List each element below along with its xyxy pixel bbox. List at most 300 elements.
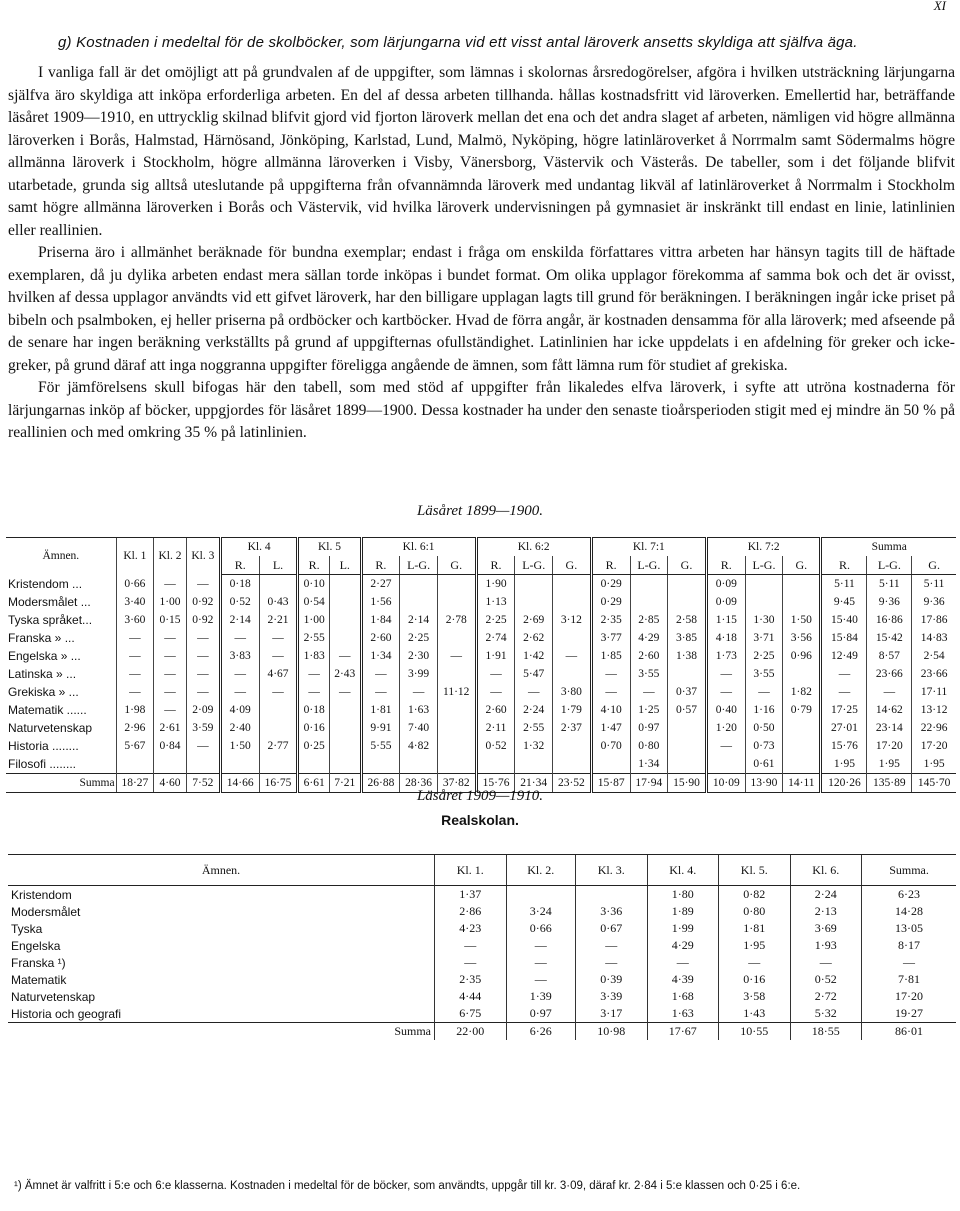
sum-cell: 145·70: [912, 774, 956, 793]
table-cell: 13·05: [862, 920, 956, 937]
table-cell: 2·09: [186, 701, 220, 719]
table-cell: 2·37: [552, 719, 591, 737]
table-cell: 17·11: [912, 683, 956, 701]
column-subheader: L-G.: [867, 556, 912, 575]
table-cell: [591, 755, 630, 774]
table2-subtitle: Realskolan.: [441, 812, 519, 828]
table-cell: 3·58: [719, 988, 791, 1005]
table-cell: 9·45: [821, 593, 867, 611]
table-cell: 17·25: [821, 701, 867, 719]
table-cell: [437, 575, 476, 594]
table-cell: 0·52: [476, 737, 515, 755]
column-subheader: R.: [706, 556, 745, 575]
column-group-header: Kl. 7:1: [591, 538, 706, 557]
table-cell: 1·50: [220, 737, 259, 755]
table-cell: 22·96: [912, 719, 956, 737]
table-cell: 9·36: [867, 593, 912, 611]
table-cell: 2·14: [400, 611, 438, 629]
table-cell: [259, 701, 298, 719]
table-cell: [476, 755, 515, 774]
table-cell: 7·40: [400, 719, 438, 737]
table-cell: 1·98: [116, 701, 154, 719]
table-cell: [329, 755, 361, 774]
column-header: Kl. 4.: [647, 855, 719, 886]
column-header: Kl. 3.: [576, 855, 648, 886]
table-cell: —: [591, 665, 630, 683]
table-cell: 1·00: [298, 611, 330, 629]
sum-label: Summa: [8, 1023, 435, 1041]
table-cell: —: [591, 683, 630, 701]
table-cell: 2·30: [400, 647, 438, 665]
table-cell: 2·25: [476, 611, 515, 629]
table1-title: Läsåret 1899—1900.: [416, 503, 544, 519]
table-cell: 17·86: [912, 611, 956, 629]
paragraph: I vanliga fall är det omöjligt att på grundvalen af de uppgifter, som lämnas i skolornas årsredogörelser, afgöra i hvilken utsträckning lärjungarna själfva äro skyldiga att inköpa erforderliga arbeten. En del af dessa arbeten tillhanda. hållas kostnadsfritt vid läroverken. Emellertid har, beträffande läsåret 1909—1910, en uttrycklig skilnad blifvit gjord vid fjorton läroverk mellan det ena och det andra slaget af arbeten, nämligen vid högre allmänna läroverken i Borås, Halmstad, Härnösand, Jönköping, Karlstad, Lund, Malmö, Nyköping, högre latinläroverket å Norrmalm samt Södermalms högre allmänna läroverk i Stockholm, högre allmänna läroverken i Visby, Vänersborg, Västervik och Västerås. De tabeller, som i det följande blifvit utarbetade, grunda sig alltså uteslutande på uppgifterna från ofvannämnda läroverk med undantag likväl af latinläroverket å Norrmalm i Stockholm samt högre allmänna läroverken i Borås och Västervik, vid hvilka läroverk undervisningen på gymnasiet är inskränkt till endast en linie, latinlinien eller reallinien.: [8, 64, 955, 239]
table-cell: [186, 755, 220, 774]
table-cell: [437, 629, 476, 647]
table-cell: [437, 665, 476, 683]
column-subheader: R.: [220, 556, 259, 575]
column-subheader: R.: [591, 556, 630, 575]
sum-label: Summa: [6, 774, 116, 793]
table-cell: —: [435, 954, 507, 971]
table-cell: 2·43: [329, 665, 361, 683]
table-cell: 2·60: [630, 647, 668, 665]
table-row: [6, 755, 956, 774]
table-cell: 1·39: [506, 988, 575, 1005]
table-cell: [437, 719, 476, 737]
table-cell: 1·34: [361, 647, 400, 665]
table-cell: 0·67: [576, 920, 648, 937]
table-cell: —: [186, 647, 220, 665]
table-cell: [630, 593, 668, 611]
table-row: [6, 665, 956, 683]
table-cell: —: [719, 954, 791, 971]
table-cell: 2·11: [476, 719, 515, 737]
table-cell: [259, 755, 298, 774]
table-cell: 23·66: [867, 665, 912, 683]
row-label: Latinska » ...: [8, 667, 77, 681]
column-subheader: R.: [821, 556, 867, 575]
table-cell: —: [437, 647, 476, 665]
table-cell: 2·24: [790, 886, 862, 904]
row-label: Engelska: [11, 938, 61, 953]
table-cell: 2·54: [912, 647, 956, 665]
table-cell: 1·85: [591, 647, 630, 665]
column-group-header: Kl. 7:2: [706, 538, 821, 557]
table-cell: [630, 575, 668, 594]
row-label: Franska » ...: [8, 631, 75, 645]
sum-cell: 15·90: [668, 774, 707, 793]
table-cell: —: [186, 683, 220, 701]
table-cell: [668, 737, 707, 755]
column-subheader: L-G.: [630, 556, 668, 575]
column-header: Kl. 2: [154, 538, 187, 575]
table-cell: 0·54: [298, 593, 330, 611]
table-cell: [668, 593, 707, 611]
table-cell: 0·18: [298, 701, 330, 719]
table-cell: [668, 755, 707, 774]
table-cell: 0·80: [719, 903, 791, 920]
table-cell: 1·50: [783, 611, 821, 629]
table-cell: [437, 755, 476, 774]
table-cell: 3·17: [576, 1005, 648, 1023]
table-cell: 3·60: [116, 611, 154, 629]
table-cell: —: [821, 665, 867, 683]
sum-row: [8, 1023, 956, 1041]
table-cell: 19·27: [862, 1005, 956, 1023]
paragraph: För jämförelsens skull bifogas här den tabell, som med stöd af uppgifter från likaledes elfva läroverk, i syfte att utröna kostnaderna för lärjungarnas inköp af böcker, uppgjordes för läsåret 1899—1900. Dessa kostnader ha under den senaste tioårsperioden stigit med ej mindre än 50 % på reallinien och med omkring 35 % på latinlinien.: [8, 379, 955, 441]
sum-cell: 120·26: [821, 774, 867, 793]
sum-cell: 23·52: [552, 774, 591, 793]
table-cell: 1·79: [552, 701, 591, 719]
sum-cell: 10·09: [706, 774, 745, 793]
table-cell: —: [154, 701, 187, 719]
column-header: Kl. 3: [186, 538, 220, 575]
table-cell: 2·13: [790, 903, 862, 920]
column-group-header: Kl. 5: [298, 538, 361, 557]
table-cell: [259, 719, 298, 737]
table-cell: 23·14: [867, 719, 912, 737]
table-cell: 4·09: [220, 701, 259, 719]
table-cell: 0·92: [186, 611, 220, 629]
table-cell: 3·12: [552, 611, 591, 629]
table-cell: —: [506, 937, 575, 954]
table-cell: 1·91: [476, 647, 515, 665]
column-group-header: Summa: [821, 538, 956, 557]
table-cell: 1·56: [361, 593, 400, 611]
table-cell: —: [259, 683, 298, 701]
sum-cell: 10·55: [719, 1023, 791, 1041]
column-subheader: L-G.: [745, 556, 783, 575]
table-cell: 3·83: [220, 647, 259, 665]
table-cell: 2·58: [668, 611, 707, 629]
sum-cell: 4·60: [154, 774, 187, 793]
table-cell: 0·50: [745, 719, 783, 737]
table-cell: 0·25: [298, 737, 330, 755]
table-cell: 1·20: [706, 719, 745, 737]
table-cell: —: [186, 575, 220, 594]
table-cell: 16·86: [867, 611, 912, 629]
table-cell: 1·95: [719, 937, 791, 954]
table-cell: [515, 593, 553, 611]
table-cell: 0·40: [706, 701, 745, 719]
table-cell: —: [259, 629, 298, 647]
table-cell: [706, 755, 745, 774]
sum-cell: 7·21: [329, 774, 361, 793]
column-subheader: G.: [437, 556, 476, 575]
table-cell: 0·09: [706, 593, 745, 611]
column-subheader: L.: [259, 556, 298, 575]
table-cell: —: [506, 954, 575, 971]
sum-cell: 17·67: [647, 1023, 719, 1041]
table-cell: 0·10: [298, 575, 330, 594]
table-cell: 1·73: [706, 647, 745, 665]
table-cell: [220, 755, 259, 774]
table-cell: 6·23: [862, 886, 956, 904]
table-cell: 2·60: [476, 701, 515, 719]
section-heading: g) Kostnaden i medeltal för de skolböcker, som lärjungarna vid ett visst antal läroverk ansetts skyldiga att själfva äga.: [58, 34, 858, 51]
table-cell: 0·96: [783, 647, 821, 665]
table-cell: [515, 755, 553, 774]
table-cell: 3·55: [745, 665, 783, 683]
column-header: Kl. 6.: [790, 855, 862, 886]
column-subheader: G.: [668, 556, 707, 575]
table-cell: —: [220, 629, 259, 647]
column-subheader: R.: [361, 556, 400, 575]
table-cell: 2·60: [361, 629, 400, 647]
table-cell: [154, 755, 187, 774]
column-header: Summa.: [862, 855, 956, 886]
sum-cell: 17·94: [630, 774, 668, 793]
table-cell: —: [706, 737, 745, 755]
table-cell: 1·63: [647, 1005, 719, 1023]
table-cell: 2·85: [630, 611, 668, 629]
table-cell: —: [361, 665, 400, 683]
table-cell: 4·67: [259, 665, 298, 683]
table-cell: —: [329, 647, 361, 665]
table-cell: —: [298, 665, 330, 683]
table-cell: —: [862, 954, 956, 971]
table-cell: [668, 719, 707, 737]
table-cell: 0·80: [630, 737, 668, 755]
sum-cell: 13·90: [745, 774, 783, 793]
table-cell: 0·16: [719, 971, 791, 988]
table-cell: [783, 719, 821, 737]
table-cell: 5·11: [912, 575, 956, 594]
table-cell: 14·62: [867, 701, 912, 719]
table-cell: 1·80: [647, 886, 719, 904]
table-cell: [298, 755, 330, 774]
column-subheader: G.: [552, 556, 591, 575]
row-label: Matematik: [11, 972, 67, 987]
table-row: [6, 701, 956, 719]
table-cell: 17·20: [862, 988, 956, 1005]
table-cell: 1·95: [867, 755, 912, 774]
table-cell: 1·37: [435, 886, 507, 904]
table-cell: 3·40: [116, 593, 154, 611]
table-cell: 1·25: [630, 701, 668, 719]
table-cell: —: [576, 937, 648, 954]
table-cell: [783, 575, 821, 594]
table-1909-1910: [8, 854, 956, 1040]
table-cell: [668, 665, 707, 683]
column-subheader: R.: [298, 556, 330, 575]
row-label: Tyska språket...: [8, 613, 93, 627]
table-cell: 0·29: [591, 575, 630, 594]
row-label: Historia ........: [8, 739, 79, 753]
table-row: [6, 719, 956, 737]
footnote: ¹) Ämnet är valfritt i 5:e och 6:e klasserna. Kostnaden i medeltal för de böcker, som användts, uppgår till kr. 3·09, däraf kr. 2·84 i 5:e klassen och 0·25 i 6:e.: [14, 1180, 801, 1192]
table-cell: 2·62: [515, 629, 553, 647]
sum-cell: 7·52: [186, 774, 220, 793]
table-row: [6, 593, 956, 611]
table-cell: 3·39: [576, 988, 648, 1005]
table-cell: —: [154, 683, 187, 701]
sum-cell: 16·75: [259, 774, 298, 793]
row-label: Historia och geografi: [11, 1006, 122, 1021]
row-label: Matematik ......: [8, 703, 87, 717]
table-cell: 3·77: [591, 629, 630, 647]
table-cell: 2·27: [361, 575, 400, 594]
table-cell: 6·75: [435, 1005, 507, 1023]
table-cell: [329, 593, 361, 611]
table-cell: 0·52: [220, 593, 259, 611]
table-row: [6, 629, 956, 647]
table-cell: [437, 701, 476, 719]
table-cell: 12·49: [821, 647, 867, 665]
table-cell: 2·69: [515, 611, 553, 629]
table-cell: 4·29: [647, 937, 719, 954]
table-cell: 0·52: [790, 971, 862, 988]
table-cell: —: [647, 954, 719, 971]
table-cell: 2·35: [435, 971, 507, 988]
table-cell: 0·29: [591, 593, 630, 611]
table-cell: 2·21: [259, 611, 298, 629]
table-cell: 8·57: [867, 647, 912, 665]
table-cell: 2·55: [298, 629, 330, 647]
table-cell: 0·15: [154, 611, 187, 629]
table-cell: 5·67: [116, 737, 154, 755]
table-cell: 1·93: [790, 937, 862, 954]
table-cell: 2·25: [400, 629, 438, 647]
table-cell: 0·66: [116, 575, 154, 594]
table-cell: —: [186, 737, 220, 755]
table-cell: —: [821, 683, 867, 701]
table-cell: 0·79: [783, 701, 821, 719]
table-cell: —: [220, 665, 259, 683]
table-cell: —: [186, 629, 220, 647]
table-cell: 1·82: [783, 683, 821, 701]
table-cell: 0·43: [259, 593, 298, 611]
column-subheader: L-G.: [515, 556, 553, 575]
table-cell: —: [329, 683, 361, 701]
table-cell: 3·80: [552, 683, 591, 701]
table-cell: [116, 755, 154, 774]
table-cell: [783, 665, 821, 683]
table-cell: [552, 755, 591, 774]
table-cell: 0·37: [668, 683, 707, 701]
table-cell: 1·84: [361, 611, 400, 629]
table-cell: —: [476, 683, 515, 701]
table-cell: [515, 575, 553, 594]
table-row: [6, 737, 956, 755]
table-cell: —: [154, 647, 187, 665]
column-group-header: Kl. 6:2: [476, 538, 591, 557]
column-subheader: R.: [476, 556, 515, 575]
table-cell: 9·36: [912, 593, 956, 611]
table-cell: 0·92: [186, 593, 220, 611]
row-label: Modersmålet ...: [8, 595, 91, 609]
row-label: Modersmålet: [11, 904, 81, 919]
table-cell: 4·29: [630, 629, 668, 647]
table-cell: 13·12: [912, 701, 956, 719]
table-row: [8, 988, 956, 1005]
table-cell: 1·30: [745, 611, 783, 629]
table-cell: 8·17: [862, 937, 956, 954]
table-cell: 1·89: [647, 903, 719, 920]
table-cell: 1·34: [630, 755, 668, 774]
table-cell: 5·11: [821, 575, 867, 594]
table2-title: Läsåret 1909—1910.: [416, 788, 544, 804]
table-cell: [437, 737, 476, 755]
sum-cell: 10·98: [576, 1023, 648, 1041]
table-cell: [668, 575, 707, 594]
table-cell: [552, 593, 591, 611]
table-cell: —: [186, 665, 220, 683]
table-cell: 0·66: [506, 920, 575, 937]
table-cell: 14·83: [912, 629, 956, 647]
table-cell: 2·74: [476, 629, 515, 647]
table-cell: [783, 593, 821, 611]
table-cell: —: [435, 937, 507, 954]
table-cell: 1·13: [476, 593, 515, 611]
table-cell: 3·36: [576, 903, 648, 920]
sum-cell: 6·61: [298, 774, 330, 793]
column-header: Ämnen.: [6, 538, 116, 575]
sum-cell: 18·27: [116, 774, 154, 793]
table-cell: —: [515, 683, 553, 701]
row-label: Grekiska » ...: [8, 685, 79, 699]
column-header: Ämnen.: [8, 855, 435, 886]
table-cell: 4·82: [400, 737, 438, 755]
table-cell: 2·96: [116, 719, 154, 737]
table-cell: 2·25: [745, 647, 783, 665]
table-cell: [552, 629, 591, 647]
table-cell: [361, 755, 400, 774]
table-cell: [783, 755, 821, 774]
table-cell: [329, 629, 361, 647]
table-cell: [329, 719, 361, 737]
table-cell: 14·28: [862, 903, 956, 920]
table-cell: —: [576, 954, 648, 971]
table-cell: [329, 737, 361, 755]
table-cell: —: [154, 665, 187, 683]
table-row: [6, 683, 956, 701]
table-cell: 5·55: [361, 737, 400, 755]
table-cell: [552, 665, 591, 683]
table-cell: 0·73: [745, 737, 783, 755]
row-label: Engelska » ...: [8, 649, 81, 663]
table-cell: 2·35: [591, 611, 630, 629]
table-cell: —: [116, 647, 154, 665]
table-cell: 3·56: [783, 629, 821, 647]
table-cell: —: [361, 683, 400, 701]
body-text: [8, 62, 955, 445]
table-cell: [329, 575, 361, 594]
table-cell: 3·55: [630, 665, 668, 683]
table-cell: 1·00: [154, 593, 187, 611]
table-cell: [437, 593, 476, 611]
table-cell: 1·16: [745, 701, 783, 719]
table-cell: 1·42: [515, 647, 553, 665]
table-cell: 5·11: [867, 575, 912, 594]
table-cell: —: [706, 665, 745, 683]
table-cell: —: [116, 629, 154, 647]
table-row: [8, 886, 956, 904]
table-cell: 27·01: [821, 719, 867, 737]
table-cell: 2·77: [259, 737, 298, 755]
table-cell: 7·81: [862, 971, 956, 988]
table-cell: —: [259, 647, 298, 665]
sum-cell: 15·76: [476, 774, 515, 793]
table-cell: —: [400, 683, 438, 701]
sum-cell: 28·36: [400, 774, 438, 793]
table-cell: 3·71: [745, 629, 783, 647]
table-cell: 2·61: [154, 719, 187, 737]
table-cell: 2·14: [220, 611, 259, 629]
table-cell: [506, 886, 575, 904]
